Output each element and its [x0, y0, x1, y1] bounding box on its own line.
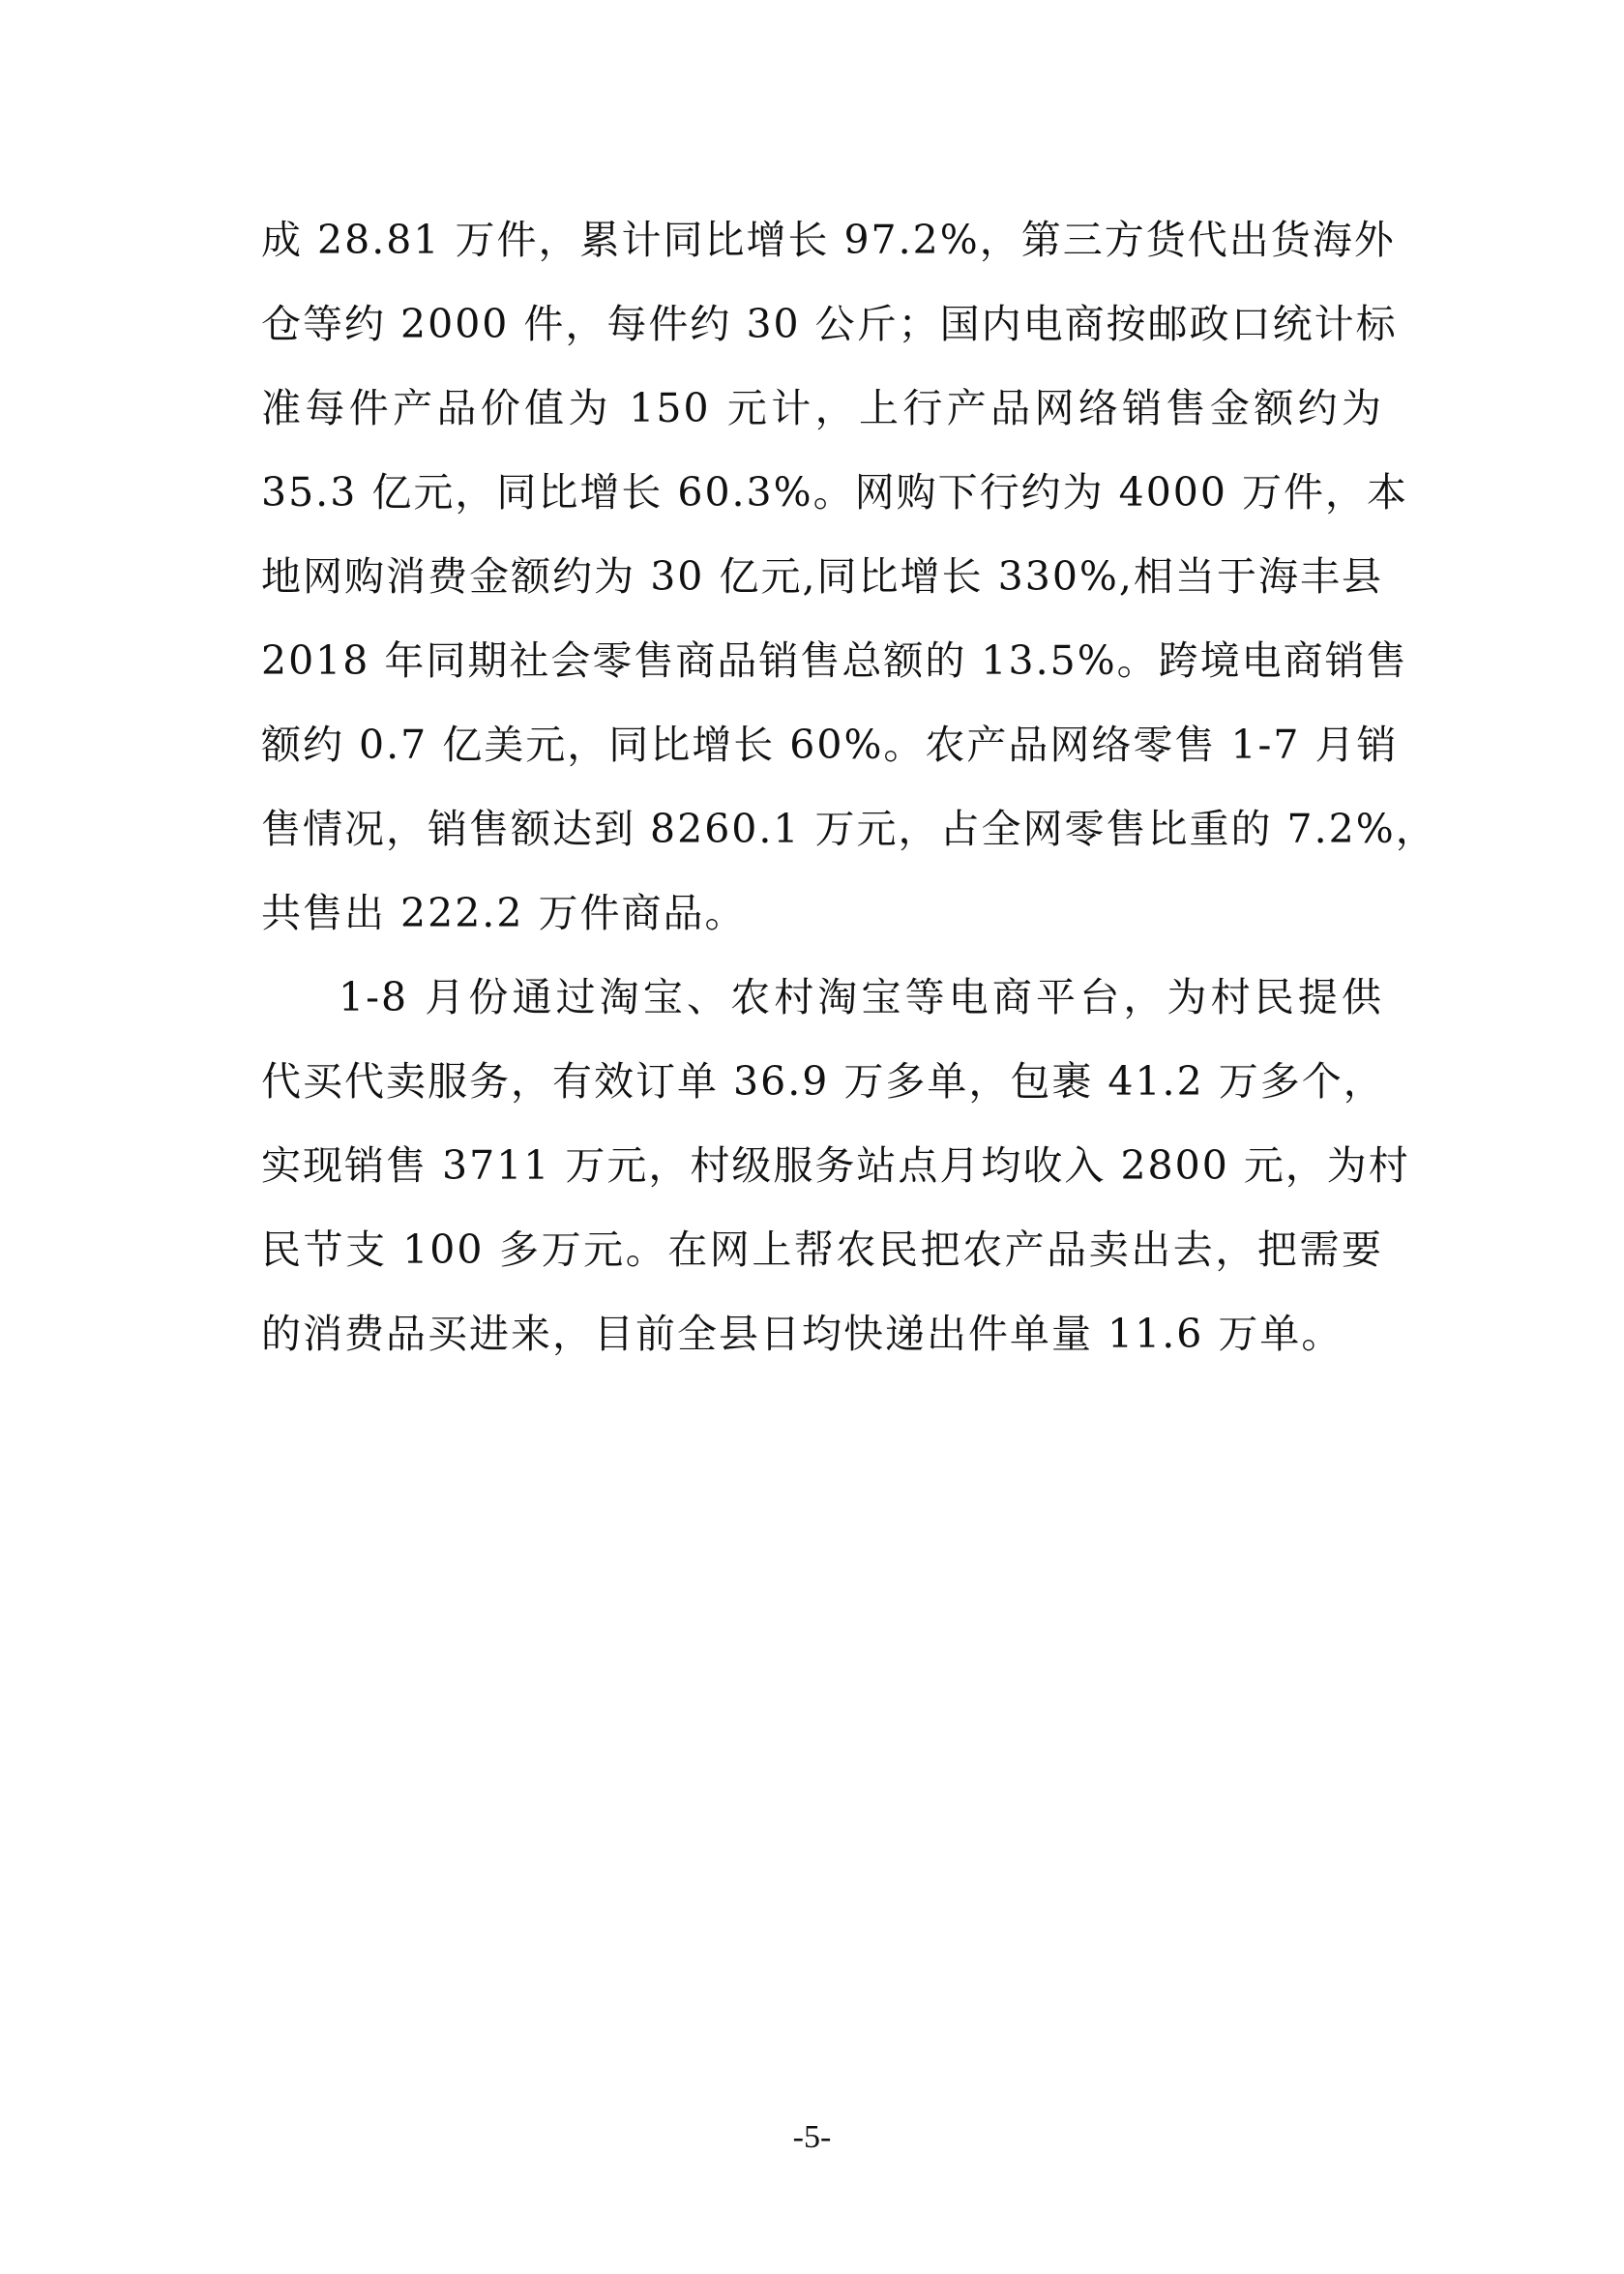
- text-line: 仓等约 2000 件，每件约 30 公斤；国内电商按邮政口统计标: [261, 301, 1398, 347]
- text-line: 35.3 亿元，同比增长 60.3%。网购下行约为 4000 万件，本: [261, 469, 1409, 516]
- text-line: 准每件产品价值为 150 元计，上行产品网络销售金额约为: [261, 385, 1383, 431]
- text-line: 实现销售 3711 万元，村级服务站点月均收入 2800 元，为村: [261, 1142, 1410, 1189]
- text-line: 地网购消费金额约为 30 亿元,同比增长 330%,相当于海丰县: [261, 553, 1383, 600]
- page-number: -5-: [792, 2119, 832, 2155]
- text-line: 民节支 100 多万元。在网上帮农民把农产品卖出去，把需要: [261, 1226, 1383, 1273]
- text-line: 代买代卖服务，有效订单 36.9 万多单，包裹 41.2 万多个，: [261, 1058, 1385, 1105]
- text-line: 额约 0.7 亿美元，同比增长 60%。农产品网络零售 1-7 月销: [261, 722, 1399, 768]
- text-line: 1-8 月份通过淘宝、农村淘宝等电商平台，为村民提供: [339, 974, 1383, 1020]
- text-line: 的消费品买进来，目前全县日均快递出件单量 11.6 万单。: [261, 1311, 1343, 1357]
- text-line: 成 28.81 万件，累计同比增长 97.2%，第三方货代出货海外: [261, 217, 1396, 263]
- text-line: 共售出 222.2 万件商品。: [261, 890, 747, 936]
- text-line: 售情况，销售额达到 8260.1 万元，占全网零售比重的 7.2%，: [261, 806, 1437, 852]
- text-line: 2018 年同期社会零售商品销售总额的 13.5%。跨境电商销售: [261, 637, 1408, 684]
